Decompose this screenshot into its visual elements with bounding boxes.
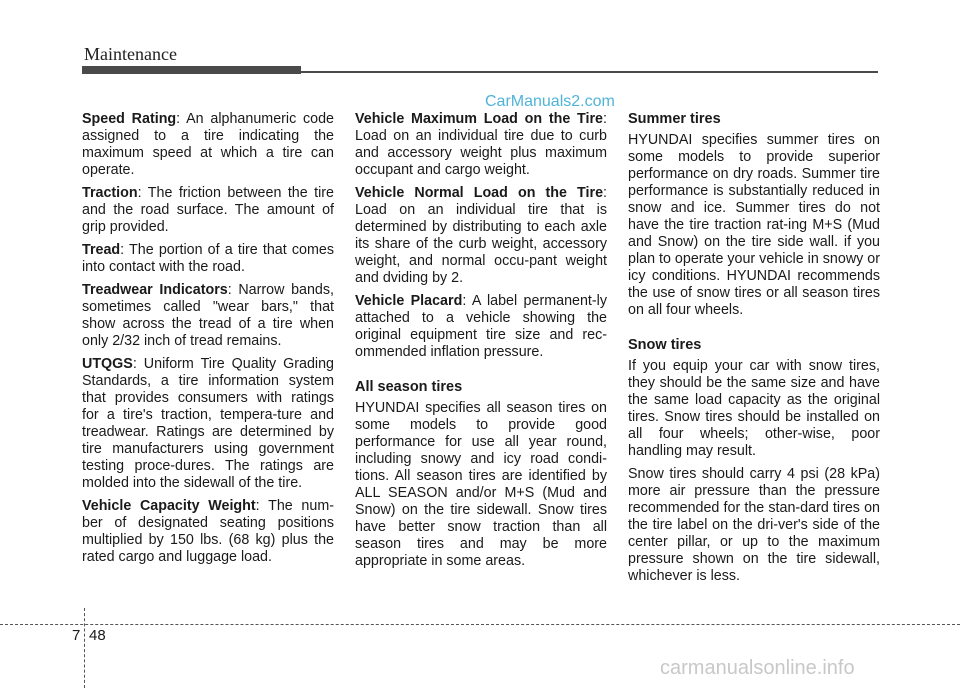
footer-divider <box>84 608 85 688</box>
definition-vehicle-maximum-load: Vehicle Maximum Load on the Tire: Load on an individual tire due to curb and accessory weight plus maximum occupant and cargo weight. <box>355 111 607 178</box>
summer-tires-body: HYUNDAI specifies summer tires on some models to provide superior performance on dry roads. Summer tire performance is substantially reduced in snow and ice. Summer tires do not have the tire traction rat-ing M+S (Mud and Snow) on the tire side wall. if you plan to operate your vehicle in snowy or icy conditions. HYUNDAI recommends the use of snow tires or all season tires on all four wheels. <box>628 132 880 318</box>
definition-utqgs: UTQGS: Uniform Tire Quality Grading Standards, a tire information system that provides consumers with ratings for a tire's traction, tempera-ture and treadwear. Ratings are determined by tire manufacturers using government testing proce-dures. The ratings are molded into the sidewall of the tire. <box>82 356 334 491</box>
definition-traction: Traction: The friction between the tire and the road surface. The amount of grip provided. <box>82 185 334 235</box>
watermark-top: CarManuals2.com <box>485 93 615 110</box>
summer-tires-heading: Summer tires <box>628 111 721 127</box>
definition-tread: Tread: The portion of a tire that comes into contact with the road. <box>82 242 334 275</box>
definition-speed-rating: Speed Rating: An alphanumeric code assigned to a tire indicating the maximum speed at which a tire can operate. <box>82 111 335 178</box>
footer-rule <box>0 624 960 625</box>
snow-tires-body-1: If you equip your car with snow tires, they should be the same size and have the same load capacity as the original tires. Snow tires should be installed on all four wheels; other-wise, poor handling may result. <box>628 358 880 459</box>
definition-vehicle-normal-load: Vehicle Normal Load on the Tire: Load on an individual tire that is determined by distributing to each axle its share of the curb weight, accessory weight, and normal occu-pant weight and dviding by 2. <box>355 185 607 286</box>
all-season-tires-body: HYUNDAI specifies all season tires on some models to provide good performance for use all year round, including snowy and icy road condi-tions. All season tires are identified by ALL SEASON and/or M+S (Mud and Snow) on the tire sidewall. Snow tires have better snow traction than all season tires and may be more appropriate in some areas. <box>355 400 607 569</box>
page-number: 48 <box>89 627 106 644</box>
column-2 <box>355 111 607 576</box>
column-1 <box>82 111 334 572</box>
snow-tires-body-2: Snow tires should carry 4 psi (28 kPa) more air pressure than the pressure recommended for the stan-dard tires on the tire label on the dri-ver's side of the center pillar, or up to the maximum pressure shown on the tire sidewall, whichever is less. <box>628 466 880 584</box>
watermark-bottom: carmanualsonline.info <box>660 657 855 679</box>
definition-vehicle-capacity-weight: Vehicle Capacity Weight: The num-ber of designated seating positions multiplied by 150 lbs. (68 kg) plus the rated cargo and luggage load. <box>82 498 334 565</box>
column-3 <box>628 111 880 591</box>
header-rule-thin <box>301 71 878 73</box>
page-header-title: Maintenance <box>84 44 177 64</box>
snow-tires-heading: Snow tires <box>628 337 702 353</box>
definition-treadwear-indicators: Treadwear Indicators: Narrow bands, sometimes called "wear bars," that show across the tread of a tire when only 2/32 inch of tread remains. <box>82 282 334 349</box>
all-season-tires-heading: All season tires <box>355 379 463 395</box>
header-rule-thick <box>82 66 301 74</box>
definition-vehicle-placard: Vehicle Placard: A label permanent-ly attached to a vehicle showing the original equipment tire size and rec-ommended inflation pressure. <box>355 293 607 360</box>
chapter-number: 7 <box>72 627 81 644</box>
